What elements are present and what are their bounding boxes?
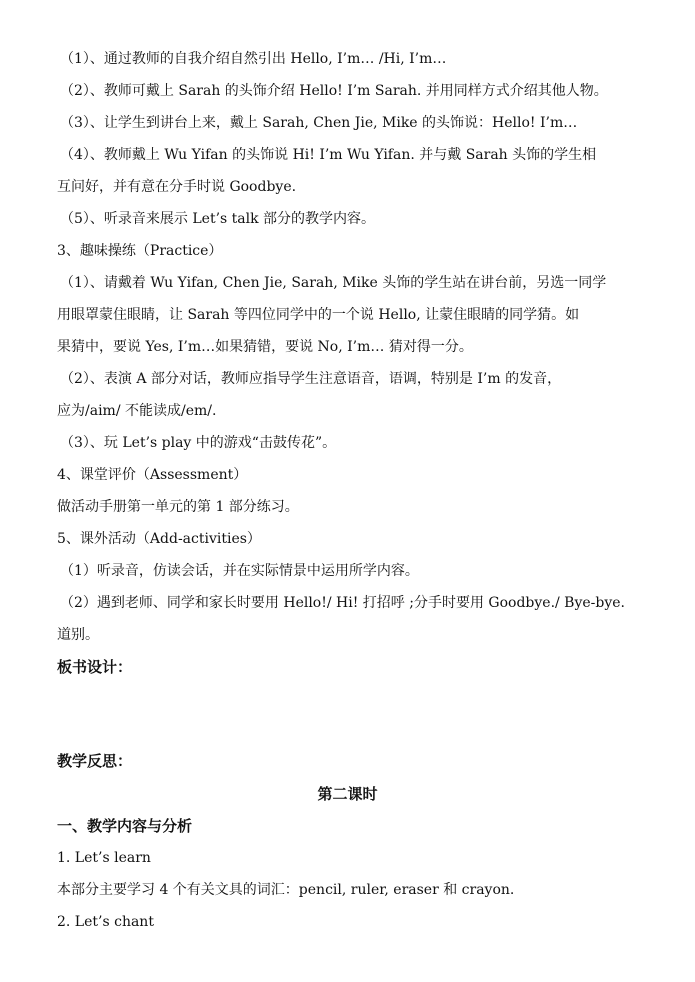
practice-item-1-cont-1: 用眼罩蒙住眼睛，让 Sarah 等四位同学中的一个说 Hello, 让蒙住眼睛的同学猜。如 (57, 307, 580, 323)
add-activities-heading: 5、课外活动（Add-activities） (57, 531, 261, 547)
step-2-item-1: （1）、通过教师的自我介绍自然引出 Hello, I’m… /Hi, I’m… (60, 51, 447, 67)
lets-learn-description: 本部分主要学习 4 个有关文具的词汇：pencil, ruler, eraser 和 crayon. (57, 882, 515, 898)
board-design-heading: 板书设计： (57, 658, 133, 676)
add-activities-item-2: （2）遇到老师、同学和家长时要用 Hello!/ Hi! 打招呼 ;分手时要用 Goodbye./ Bye-bye. (60, 595, 626, 611)
practice-item-2: （2）、表演 A 部分对话，教师应指导学生注意语音，语调，特别是 I’m 的发音， (60, 371, 562, 387)
assessment-heading: 4、课堂评价（Assessment） (57, 467, 248, 483)
add-activities-item-2-cont: 道别。 (57, 627, 99, 643)
section-one-heading: 一、教学内容与分析 (57, 817, 193, 835)
practice-item-1-cont-2: 果猜中，要说 Yes, I’m…如果猜错，要说 No, I’m… 猜对得一分。 (57, 339, 473, 355)
lets-learn-heading: 1. Let’s learn (57, 850, 151, 866)
practice-item-1: （1）、请戴着 Wu Yifan, Chen Jie, Sarah, Mike 头饰的学生站在讲台前，另选一同学 (60, 275, 607, 291)
step-2-item-5: （5）、听录音来展示 Let’s talk 部分的教学内容。 (60, 211, 376, 227)
step-2-item-2: （2）、教师可戴上 Sarah 的头饰介绍 Hello! I’m Sarah. 并用同样方式介绍其他人物。 (60, 83, 608, 99)
reflection-heading: 教学反思： (57, 752, 133, 770)
assessment-text: 做活动手册第一单元的第 1 部分练习。 (57, 499, 299, 515)
practice-heading: 3、趣味操练（Practice） (57, 243, 223, 259)
practice-item-3: （3）、玩 Let’s play 中的游戏“击鼓传花”。 (60, 435, 337, 451)
step-2-item-4: （4）、教师戴上 Wu Yifan 的头饰说 Hi! I’m Wu Yifan. 并与戴 Sarah 头饰的学生相 (60, 147, 597, 163)
step-2-item-3: （3）、让学生到讲台上来，戴上 Sarah, Chen Jie, Mike 的头饰说：Hello! I’m… (60, 115, 578, 131)
practice-item-2-cont: 应为/aim/ 不能读成/em/. (57, 403, 217, 419)
step-2-item-4-cont: 互问好，并有意在分手时说 Goodbye. (57, 179, 297, 195)
lesson-two-title: 第二课时 (317, 785, 378, 803)
lets-chant-heading: 2. Let’s chant (57, 914, 154, 930)
add-activities-item-1: （1）听录音，仿读会话，并在实际情景中运用所学内容。 (60, 563, 419, 579)
